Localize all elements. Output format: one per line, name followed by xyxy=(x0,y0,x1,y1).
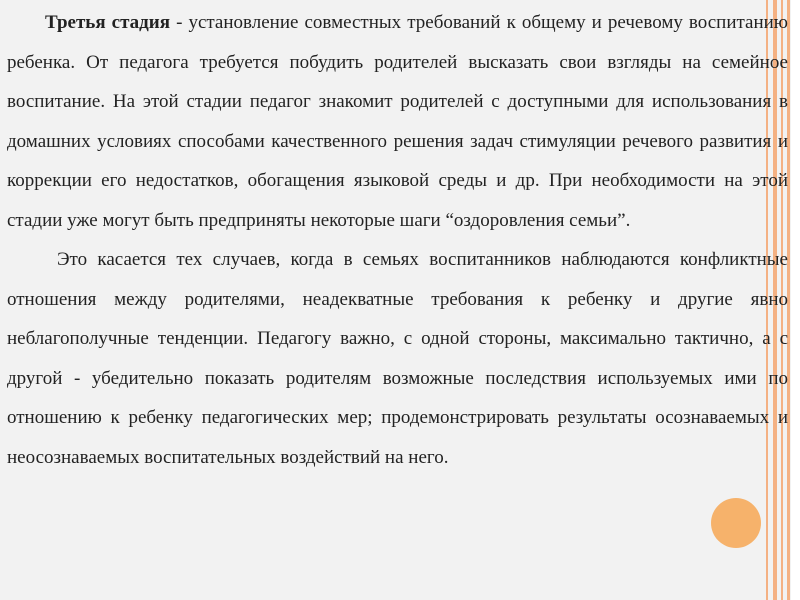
paragraph-conflict-cases xyxy=(7,240,788,477)
paragraph-third-stage xyxy=(7,3,788,240)
third-stage-text: - установление совместных требований к общему и речевому воспитанию ребенка. От педагога требуется побудить родителей высказать свои взгляды на семейное воспитание. На этой стадии педагог знакомит родителей с доступными для использования в домашних условиях способами качественного решения задач стимуляции речевого развития и коррекции его недостатков, обогащения языковой среды и др. При необходимости на этой стадии уже могут быть предприняты некоторые шаги “оздоровления семьи”. xyxy=(7,12,788,231)
third-stage-heading: Третья стадия xyxy=(45,12,171,33)
conflict-cases-text: Это касается тех случаев, когда в семьях воспитанников наблюдаются конфликтные отношения между родителями, неадекватные требования к ребенку и другие явно неблагополучные тенденции. Педагогу важно, с одной стороны, максимально тактично, а с другой - убедительно показать родителям возможные последствия используемых ими по отношению к ребенку педагогических мер; продемонстрировать результаты осознаваемых и неосознаваемых воспитательных воздействий на него. xyxy=(7,249,788,468)
orange-circle-decoration xyxy=(711,498,761,548)
slide-body xyxy=(7,3,788,477)
